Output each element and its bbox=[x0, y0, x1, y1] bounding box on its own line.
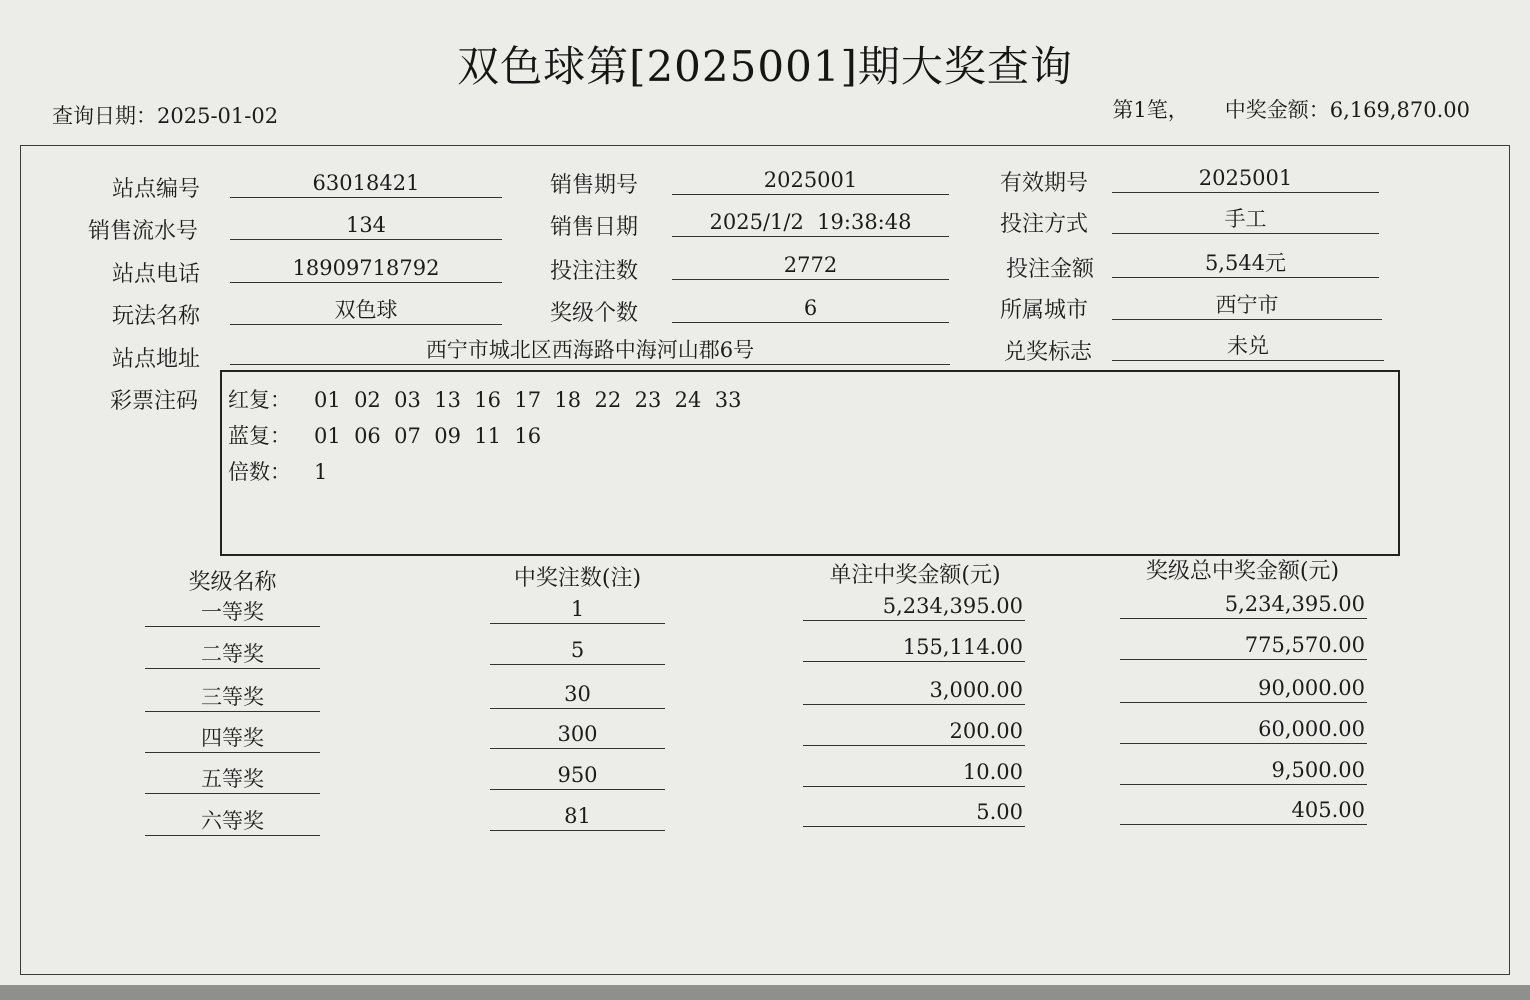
ticket-numbers-box bbox=[220, 370, 1400, 556]
header-prize-name: 奖级名称 bbox=[188, 570, 277, 595]
address-value: 西宁市城北区西海路中海河山郡6号 bbox=[230, 335, 950, 365]
serial-no-value: 134 bbox=[230, 210, 502, 240]
prize-count: 5 bbox=[490, 635, 665, 665]
prize-total-amount: 405.00 bbox=[1120, 795, 1367, 825]
header-total-amount: 奖级总中奖金额(元) bbox=[1145, 559, 1340, 584]
prize-name: 二等奖 bbox=[145, 639, 320, 669]
prize-levels-value: 6 bbox=[672, 293, 949, 323]
redeem-flag-value: 未兑 bbox=[1112, 331, 1384, 361]
ticket-label: 彩票注码 bbox=[110, 389, 199, 414]
record-index: 第1笔， bbox=[1112, 98, 1189, 122]
prize-name: 五等奖 bbox=[145, 764, 320, 794]
prize-name: 一等奖 bbox=[145, 597, 320, 627]
red-balls-line bbox=[228, 384, 741, 414]
bet-method-label: 投注方式 bbox=[1000, 212, 1089, 237]
prize-total-amount: 775,570.00 bbox=[1120, 630, 1367, 660]
blue-label: 蓝复： bbox=[228, 424, 291, 448]
prize-name: 四等奖 bbox=[145, 723, 320, 753]
sale-date-value: 2025/1/2 19:38:48 bbox=[672, 207, 949, 237]
bet-count-label: 投注注数 bbox=[550, 259, 639, 284]
redeem-flag-label: 兑奖标志 bbox=[1004, 340, 1093, 365]
bet-amount-label: 投注金额 bbox=[1006, 257, 1095, 282]
multiple-value: 1 bbox=[314, 460, 328, 484]
sale-period-label: 销售期号 bbox=[550, 173, 639, 198]
city-label: 所属城市 bbox=[1000, 298, 1089, 323]
multiple-label: 倍数： bbox=[228, 460, 291, 484]
bet-amount-value: 5,544元 bbox=[1112, 248, 1379, 278]
multiple-line bbox=[228, 456, 327, 486]
bet-count-value: 2772 bbox=[672, 250, 949, 280]
prize-unit-amount: 155,114.00 bbox=[803, 632, 1025, 662]
game-name-value: 双色球 bbox=[230, 295, 502, 325]
serial-no-label: 销售流水号 bbox=[88, 219, 199, 244]
prize-total-amount: 90,000.00 bbox=[1120, 673, 1367, 703]
address-label: 站点地址 bbox=[112, 347, 201, 372]
station-no-label: 站点编号 bbox=[112, 177, 201, 202]
blue-balls-line bbox=[228, 420, 541, 450]
result-summary bbox=[1076, 94, 1470, 124]
query-date: 查询日期：2025-01-02 bbox=[52, 104, 279, 128]
prize-unit-amount: 10.00 bbox=[803, 757, 1025, 787]
prize-levels-label: 奖级个数 bbox=[550, 301, 639, 326]
station-phone-value: 18909718792 bbox=[230, 253, 502, 283]
prize-amount: 中奖金额：6,169,870.00 bbox=[1224, 98, 1470, 122]
header-unit-amount: 单注中奖金额(元) bbox=[829, 563, 1001, 588]
prize-count: 950 bbox=[490, 760, 665, 790]
prize-count: 30 bbox=[490, 679, 665, 709]
header-win-count: 中奖注数(注) bbox=[513, 566, 642, 591]
red-balls: 01 02 03 13 16 17 18 22 23 24 33 bbox=[314, 388, 742, 412]
prize-total-amount: 9,500.00 bbox=[1120, 755, 1367, 785]
bet-method-value: 手工 bbox=[1112, 204, 1379, 234]
page-title: 双色球第[2025001]期大奖查询 bbox=[457, 42, 1073, 91]
prize-unit-amount: 200.00 bbox=[803, 716, 1025, 746]
prize-count: 1 bbox=[490, 594, 665, 624]
sale-date-label: 销售日期 bbox=[550, 215, 639, 240]
prize-unit-amount: 5,234,395.00 bbox=[803, 591, 1025, 621]
valid-period-value: 2025001 bbox=[1112, 163, 1379, 193]
city-value: 西宁市 bbox=[1112, 290, 1382, 320]
prize-total-amount: 5,234,395.00 bbox=[1120, 589, 1367, 619]
game-name-label: 玩法名称 bbox=[112, 304, 201, 329]
prize-name: 三等奖 bbox=[145, 682, 320, 712]
sale-period-value: 2025001 bbox=[672, 165, 949, 195]
prize-total-amount: 60,000.00 bbox=[1120, 714, 1367, 744]
blue-balls: 01 06 07 09 11 16 bbox=[314, 424, 542, 448]
prize-count: 81 bbox=[490, 801, 665, 831]
prize-name: 六等奖 bbox=[145, 806, 320, 836]
prize-unit-amount: 3,000.00 bbox=[803, 675, 1025, 705]
prize-unit-amount: 5.00 bbox=[803, 797, 1025, 827]
station-no-value: 63018421 bbox=[230, 168, 502, 198]
prize-count: 300 bbox=[490, 719, 665, 749]
red-label: 红复： bbox=[228, 388, 291, 412]
valid-period-label: 有效期号 bbox=[1000, 171, 1089, 196]
station-phone-label: 站点电话 bbox=[112, 262, 201, 287]
